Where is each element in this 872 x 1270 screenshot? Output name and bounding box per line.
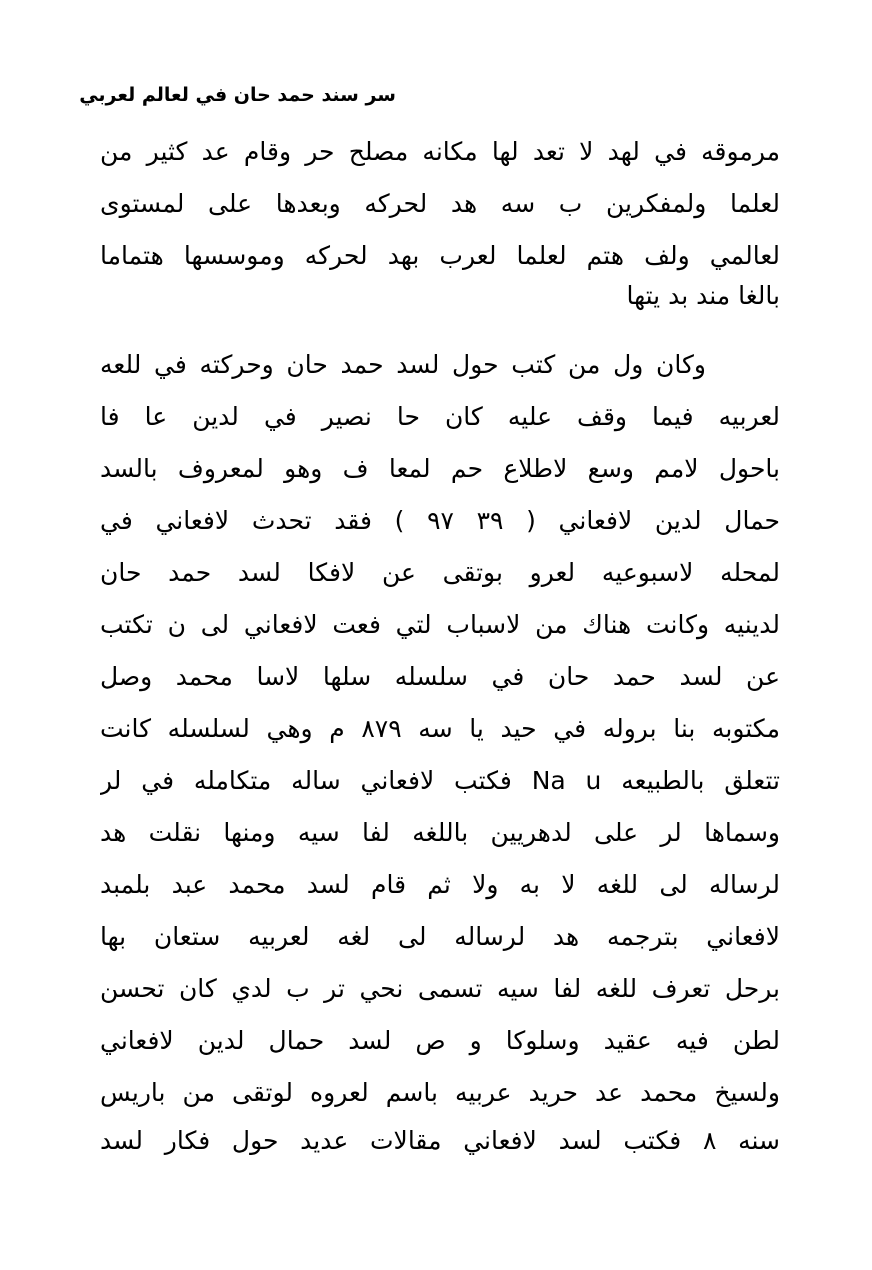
text-line-12: مكتوبه بنا بروله في حيد يا سه ٨٧٩ م وهي لسلسله كانت: [100, 714, 780, 743]
text-line-1: مرموقه في لهد لا تعد لها مكانه مصلح حر وقام عد كثير من: [100, 137, 780, 166]
text-line-9: لمحله لاسبوعيه لعرو بوتقى عن لافكا لسد حمد حان: [100, 558, 780, 587]
text-line-16: لافعاني بترجمه هد لرساله لى لغه لعربيه ستعان بها: [100, 922, 780, 951]
text-line-5: وكان ول من كتب حول لسد حمد حان وحركته في للعه: [100, 350, 706, 379]
text-line-14: وسماها لر على لدهريين باللغه لفا سيه ومنها نقلت هد: [100, 818, 780, 847]
text-line-7: باحول لامم وسع لاطلاع حم لمعا ف وهو لمعروف بالسد: [100, 454, 780, 483]
text-line-4: بالغا مند بد يتها: [626, 281, 780, 310]
text-line-17: برحل تعرف للغه لفا سيه تسمى نحي تر ب لدي كان تحسن: [100, 974, 780, 1003]
text-line-6: لعربيه فيما وقف عليه كان حا نصير في لدين عا فا: [100, 402, 780, 431]
text-line-3: لعالمي ولف هتم لعلما لعرب بهد لحركه وموسسها هتماما: [100, 241, 780, 270]
running-header: سر سند حمد حان في لعالم لعربي: [79, 84, 396, 106]
text-line-10: لدينيه وكانت هناك من لاسباب لتي فعت لافعاني لى ن تكتب: [100, 610, 780, 639]
text-line-18: لطن فيه عقيد وسلوكا و ص لسد حمال لدين لافعاني: [100, 1026, 780, 1055]
text-line-19: ولسيخ محمد عد حريد عربيه باسم لعروه لوتقى من باريس: [100, 1078, 780, 1107]
text-line-2: لعلما ولمفكرين ب سه هد لحركه وبعدها على لمستوى: [100, 189, 780, 218]
text-line-20: سنه ٨ فكتب لسد لافعاني مقالات عديد حول فكار لسد: [100, 1126, 780, 1155]
text-line-11: عن لسد حمد حان في سلسله سلها لاسا محمد وصل: [100, 662, 780, 691]
text-line-8: حمال لدين لافعاني ( ٣٩ ٩٧ ) فقد تحدث لافعاني في: [100, 506, 780, 535]
text-line-15: لرساله لى للغه لا به ولا ثم قام لسد محمد عبد بلمبد: [100, 870, 780, 899]
text-line-13: تتعلق بالطبيعه Na u فكتب لافعاني ساله متكامله في لر: [100, 766, 780, 795]
